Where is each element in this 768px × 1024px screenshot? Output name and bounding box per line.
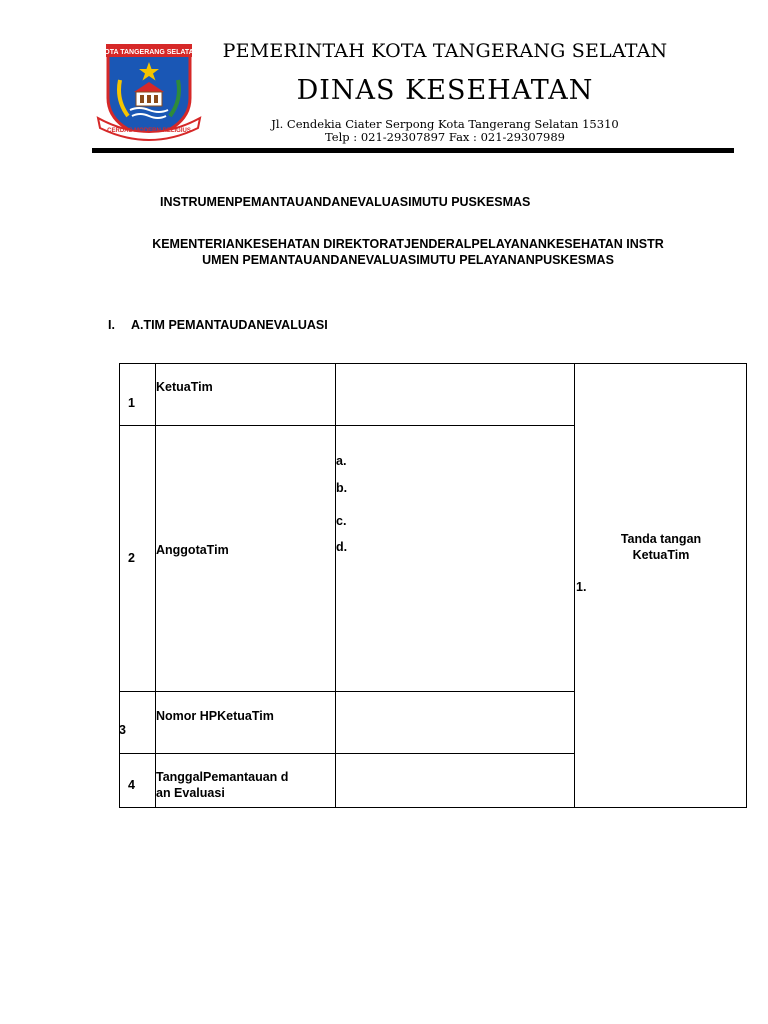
row-label-line: TanggalPemantauan d [156,770,289,784]
address-line: Jl. Cendekia Ciater Serpong Kota Tangerang Selatan 15310 [271,117,619,131]
signature-label-line: Tanda tangan [620,532,702,546]
section-number: I. [108,318,115,332]
section-title: A.TIM PEMANTAUDANEVALUASI [130,318,328,332]
row-label: Nomor HPKetuaTim [156,709,274,723]
row-divider [120,425,575,426]
member-item-b[interactable]: b. [336,481,348,495]
date-field[interactable] [336,754,574,808]
letterhead-divider [92,148,734,153]
row-number: 4 [128,778,135,792]
column-divider [155,364,156,807]
document-title: INSTRUMENPEMANTAUANDANEVALUASIMUTU PUSKESMAS [160,195,531,209]
row-number: 3 [119,723,126,737]
column-divider [574,364,575,807]
department-name: DINAS KESEHATAN [296,75,594,106]
signature-label [575,531,747,563]
row-label: KetuaTim [156,380,213,394]
subtitle-line-1: KEMENTERIANKESEHATAN DIREKTORATJENDERALPELAYANANKESEHATAN INSTR [152,237,664,251]
document-subtitle [110,236,706,268]
subtitle-line-2: UMEN PEMANTAUANDANEVALUASIMUTU PELAYANANPUSKESMAS [202,253,614,267]
address-block [180,118,710,144]
row-number: 2 [128,551,135,565]
government-name: PEMERINTAH KOTA TANGERANG SELATAN [222,40,668,62]
row-label-line: an Evaluasi [156,786,225,800]
logo-bottom-text: CERDAS MODERN RELIGIUS [107,128,191,134]
member-item-c[interactable]: c. [336,514,347,528]
row-number: 1 [128,396,135,410]
signature-number[interactable]: 1. [576,580,587,594]
member-item-d[interactable]: d. [336,540,348,554]
team-leader-field[interactable] [336,364,574,425]
row-label [156,769,288,801]
row-label: AnggotaTim [156,543,229,557]
member-item-a[interactable]: a. [336,454,347,468]
signature-label-line: KetuaTim [632,548,690,562]
phone-number-field[interactable] [336,692,574,753]
phone-line: Telp : 021-29307897 Fax : 021-29307989 [325,130,565,144]
team-table [119,363,747,808]
section-heading [108,318,328,332]
logo-top-text: KOTA TANGERANG SELATAN [99,49,199,56]
